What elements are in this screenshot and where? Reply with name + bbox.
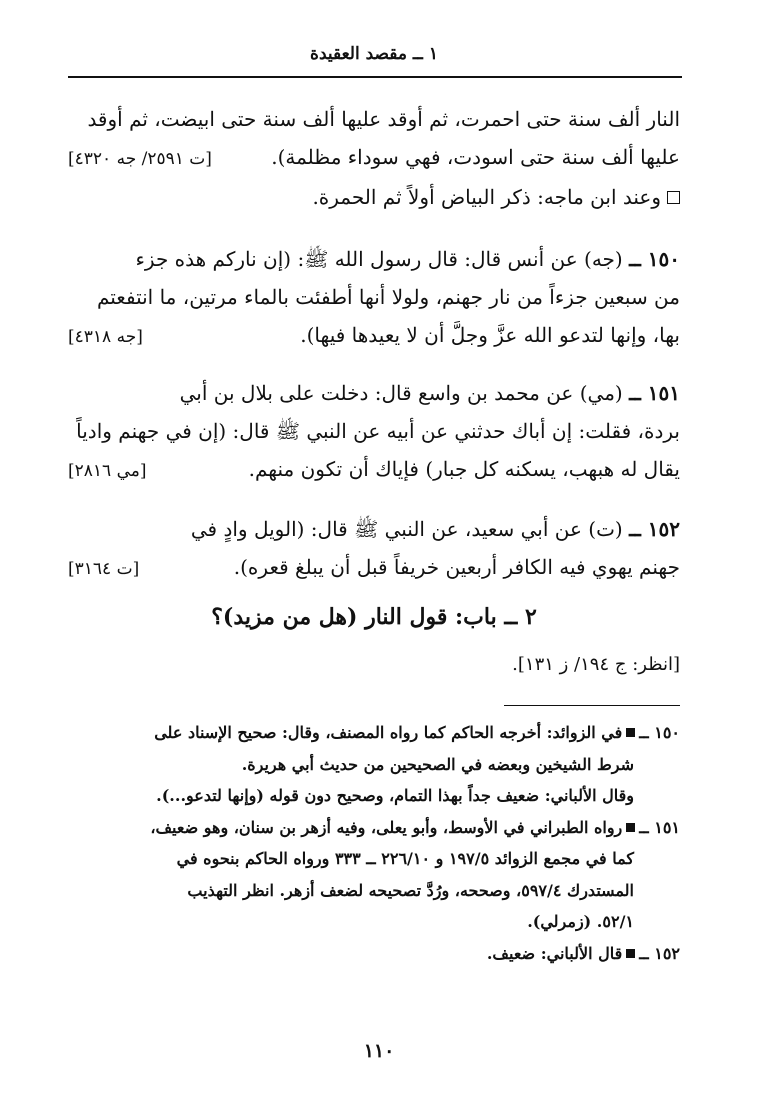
footnote-152: ١٥٢ ــقال الألباني: ضعيف. — [486, 943, 680, 963]
text-line: يقال له هبهب، يسكنه كل جبار) فإياك أن تكون منهم. [مي ٢٨١٦] — [68, 450, 680, 490]
square-bullet-icon — [626, 823, 635, 832]
entry-number: ١٥١ ــ — [629, 381, 680, 405]
source-reference: [جه ٤٣١٨] — [68, 327, 143, 347]
entry-number: ١٥٠ ــ — [629, 247, 680, 271]
entry-150 — [68, 240, 680, 356]
footnote-line: وقال الألباني: ضعيف جداً بهذا التمام، وصحيح دون قوله (وإنها لتدعو...). — [156, 786, 634, 805]
square-bullet-icon — [626, 728, 635, 737]
chapter-heading: ٢ ــ باب: قول النار (هل من مزيد)؟ — [211, 604, 537, 630]
text-line: جهنم يهوي فيه الكافر أربعين خريفاً قبل أن يبلغ قعره). [ت ٣١٦٤] — [68, 548, 680, 588]
page-number: ١١٠ — [363, 1040, 395, 1062]
text-line: ١٥٠ ــ (جه) عن أنس قال: قال رسول الله ﷺ: (إن ناركم هذه جزء — [68, 240, 680, 278]
text-line: وعند ابن ماجه: ذكر البياض أولاً ثم الحمرة. — [68, 178, 680, 216]
text-line: ١٥٢ ــ (ت) عن أبي سعيد، عن النبي ﷺ قال: (الويل وادٍ في — [68, 510, 680, 548]
text-line: عليها ألف سنة حتى اسودت، فهي سوداء مظلمة). [ت ٢٥٩١/ جه ٤٣٢٠] — [68, 138, 680, 178]
footnote-rule — [504, 705, 680, 706]
text-line: بها، وإنها لتدعو الله عزَّ وجلَّ أن لا يعيدها فيها). [جه ٤٣١٨] — [68, 316, 680, 356]
running-header: ١ ــ مقصد العقيدة — [310, 44, 438, 64]
footnote-line: كما في مجمع الزوائد ١٩٧/٥ و ٢٢٦/١٠ ــ ٣٣٣ ورواه الحاكم بنحوه في — [176, 849, 634, 868]
entry-151 — [68, 374, 680, 490]
source-reference: [مي ٢٨١٦] — [68, 461, 147, 481]
text-line: النار ألف سنة حتى احمرت، ثم أوقد عليها ألف سنة حتى ابيضت، ثم أوقد — [87, 107, 680, 131]
footnote-line: ٥٢/١. (زمرلي). — [527, 912, 634, 931]
source-reference: [ت ٢٥٩١/ جه ٤٣٢٠] — [68, 149, 212, 169]
text-line: من سبعين جزءاً من نار جهنم، ولولا أنها أطفئت بالماء مرتين، ما انتفعتم — [96, 285, 680, 309]
entry-number: ١٥٢ ــ — [629, 517, 680, 541]
entry-152 — [68, 510, 680, 588]
footnote-line: شرط الشيخين وبعضه في الصحيحين من حديث أبي هريرة. — [241, 754, 634, 774]
footnote-number: ١٥٠ ــ — [639, 723, 680, 742]
footnote-151: ١٥١ ــرواه الطبراني في الأوسط، وأبو يعلى، وفيه أزهر بن سنان، وهو ضعيف، — [150, 817, 680, 837]
source-reference: [ت ٣١٦٤] — [68, 559, 140, 579]
text-line: بردة، فقلت: إن أباك حدثني عن أبيه عن النبي ﷺ قال: (إن في جهنم وادياً — [76, 419, 680, 443]
footnote-number: ١٥٢ ــ — [639, 943, 680, 963]
entry-intro — [68, 100, 680, 216]
text-line: ١٥١ ــ (مي) عن محمد بن واسع قال: دخلت على بلال بن أبي — [68, 374, 680, 412]
footnotes — [68, 717, 680, 969]
square-marker-icon — [667, 191, 680, 204]
square-bullet-icon — [626, 949, 635, 958]
footnote-150: ١٥٠ ــفي الزوائد: أخرجه الحاكم كما رواه المصنف، وقال: صحيح الإسناد على — [154, 723, 680, 742]
cross-reference: [انظر: ج ١٩٤/ ز ١٣١]. — [512, 654, 680, 675]
header-rule — [68, 76, 682, 78]
footnote-number: ١٥١ ــ — [639, 817, 680, 837]
footnote-line: المستدرك ٥٩٧/٤، وصححه، ورُدَّ تصحيحه لضعف أزهر. انظر التهذيب — [187, 880, 634, 900]
